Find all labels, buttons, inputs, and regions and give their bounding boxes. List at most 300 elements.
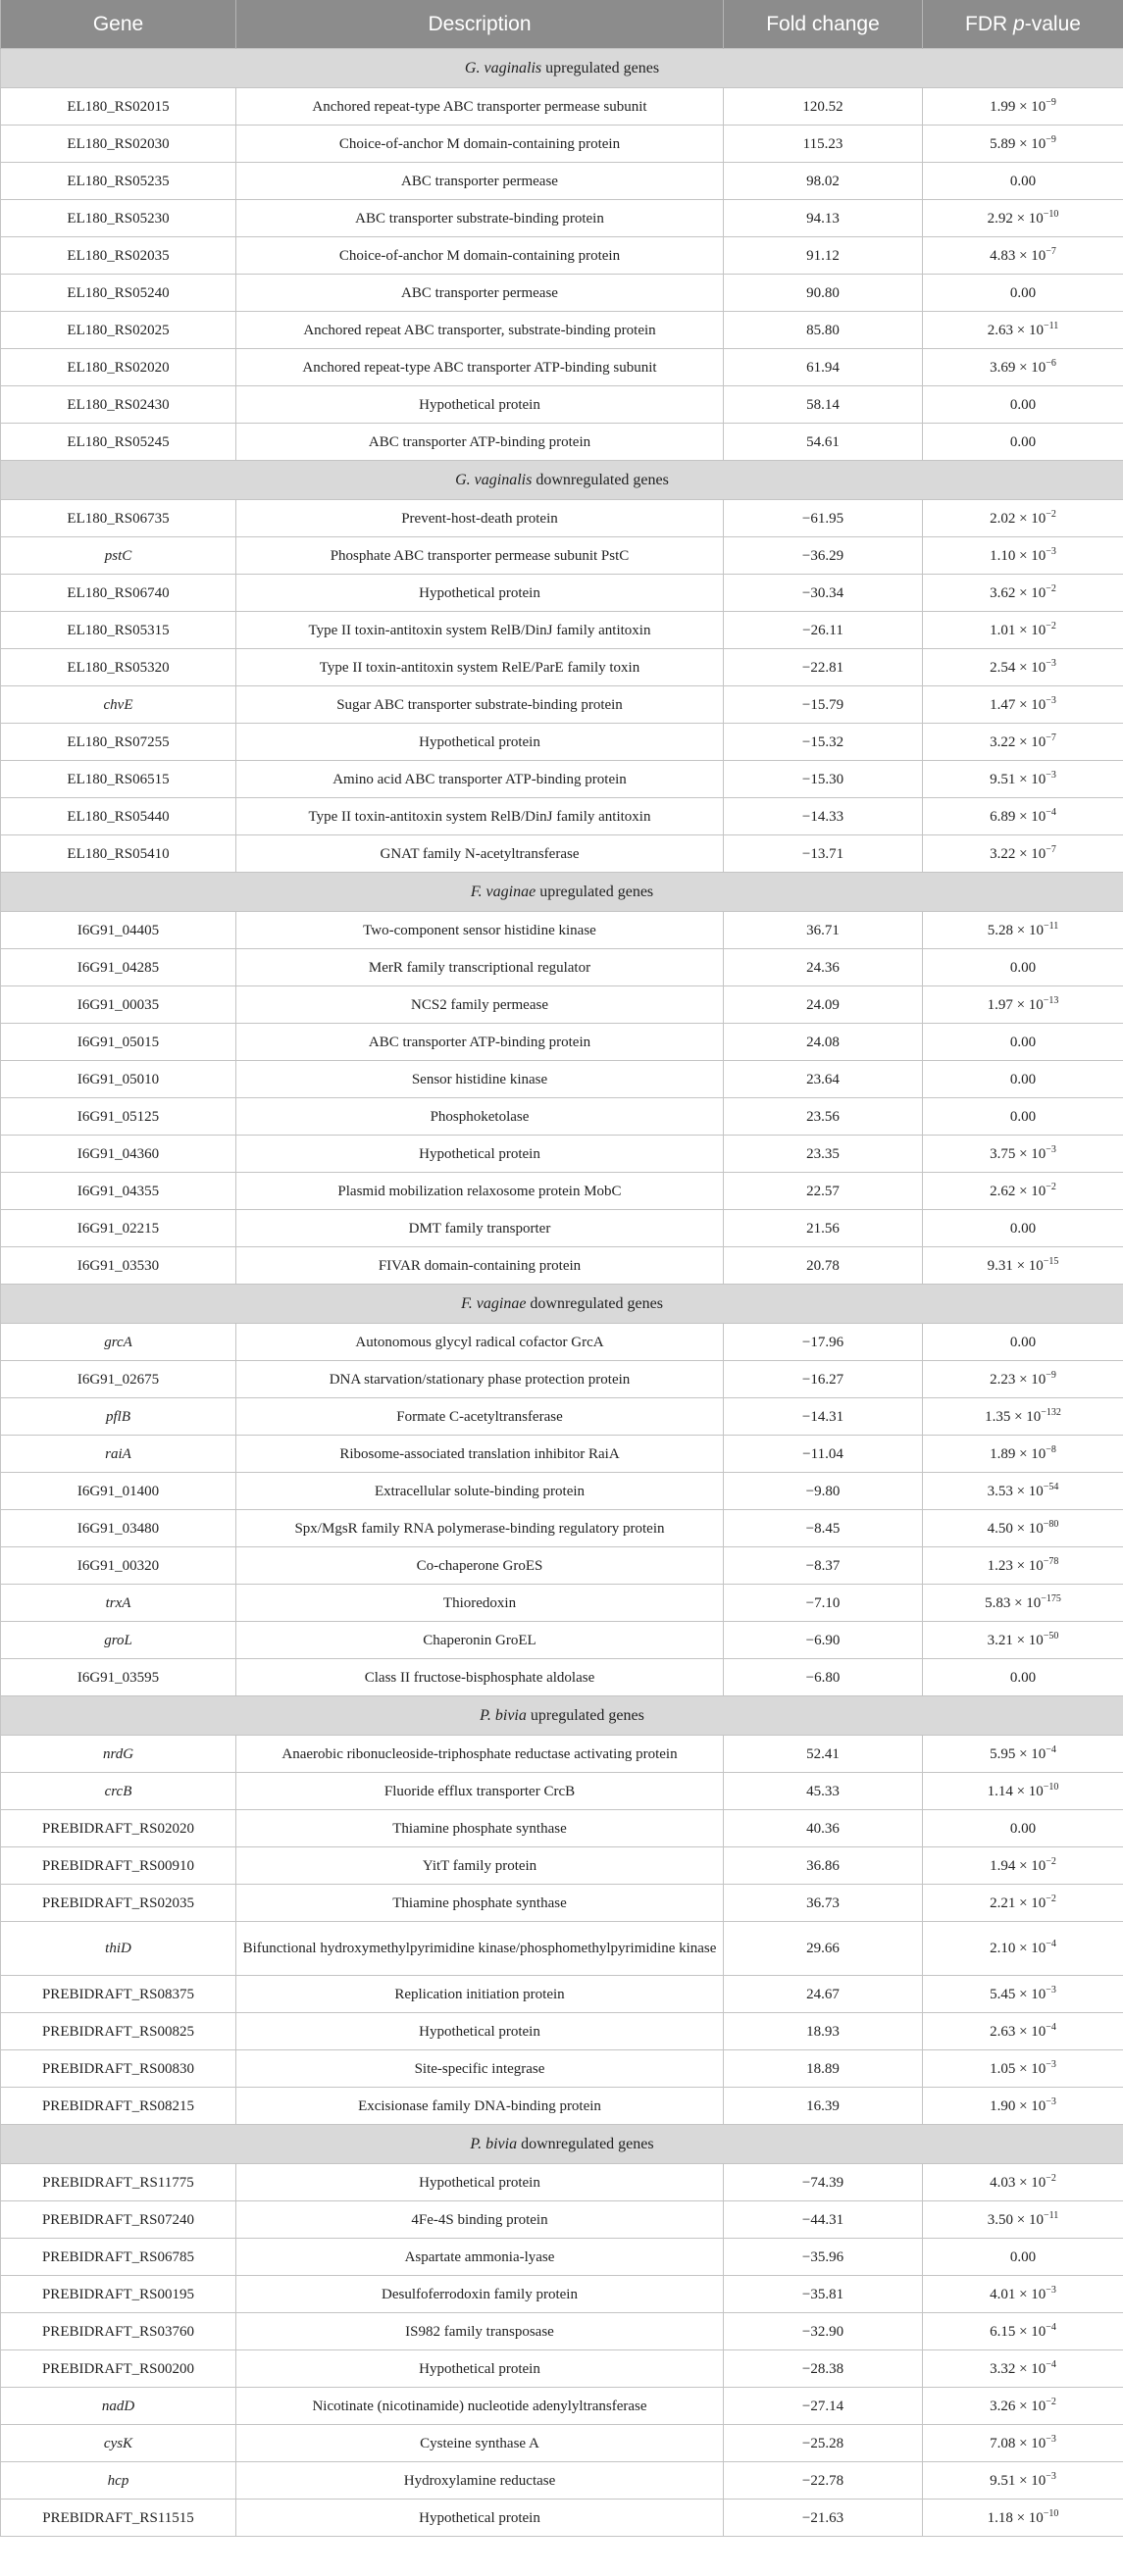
column-header-fold-change: Fold change (724, 0, 923, 49)
fdr-times-ten: × 10 (1015, 808, 1046, 825)
table-row (1, 1510, 1123, 1547)
fdr-exponent: −4 (1046, 1743, 1056, 1755)
fdr-cell: 0.00 (923, 275, 1123, 312)
gene-cell: I6G91_02675 (1, 1361, 236, 1398)
description-cell: Hypothetical protein (236, 2500, 724, 2537)
fdr-exponent: −54 (1043, 1481, 1059, 1492)
fdr-mantissa: 9.51 (990, 771, 1016, 787)
gene-cell: I6G91_03480 (1, 1510, 236, 1547)
fdr-mantissa: 1.47 (990, 696, 1016, 713)
fdr-cell (923, 912, 1123, 949)
fdr-exponent: −3 (1046, 694, 1056, 706)
gene-cell: PREBIDRAFT_RS08375 (1, 1976, 236, 2013)
fdr-times-ten: × 10 (1015, 1857, 1046, 1874)
table-row (1, 500, 1123, 537)
fdr-exponent: −3 (1046, 1143, 1056, 1155)
table-row (1, 2350, 1123, 2388)
fdr-mantissa: 3.75 (990, 1145, 1016, 1162)
table-row (1, 1247, 1123, 1285)
fdr-exponent: −78 (1043, 1555, 1059, 1567)
section-header-row (1, 1696, 1123, 1736)
gene-cell: grcA (1, 1324, 236, 1361)
fdr-times-ten: × 10 (1015, 2398, 1046, 2414)
fdr-header-p: p (1013, 12, 1025, 35)
fdr-exponent: −3 (1046, 2096, 1056, 2107)
description-cell: DMT family transporter (236, 1210, 724, 1247)
fdr-header-prefix: FDR (965, 12, 1014, 35)
fdr-exponent: −10 (1043, 208, 1059, 220)
fdr-mantissa: 3.21 (987, 1632, 1013, 1648)
fdr-cell (923, 2425, 1123, 2462)
fdr-exponent: −3 (1046, 769, 1056, 781)
fdr-times-ten: × 10 (1015, 2360, 1046, 2377)
fdr-exponent: −3 (1046, 545, 1056, 557)
fdr-cell (923, 1885, 1123, 1922)
fold-change-cell: −36.29 (724, 537, 923, 575)
gene-cell: raiA (1, 1436, 236, 1473)
fdr-cell (923, 1510, 1123, 1547)
fdr-cell: 0.00 (923, 1324, 1123, 1361)
fold-change-cell: −14.31 (724, 1398, 923, 1436)
gene-cell: PREBIDRAFT_RS08215 (1, 2088, 236, 2125)
table-row (1, 912, 1123, 949)
table-row (1, 2462, 1123, 2500)
table-row (1, 1173, 1123, 1210)
fdr-cell (923, 1773, 1123, 1810)
fdr-mantissa: 2.63 (987, 322, 1013, 338)
fold-change-cell: −25.28 (724, 2425, 923, 2462)
description-cell: DNA starvation/stationary phase protection protein (236, 1361, 724, 1398)
table-row (1, 1885, 1123, 1922)
description-cell: Hypothetical protein (236, 386, 724, 424)
fdr-mantissa: 3.22 (990, 845, 1016, 862)
fdr-mantissa: 2.62 (990, 1183, 1016, 1199)
fdr-times-ten: × 10 (1015, 2174, 1046, 2191)
gene-cell: EL180_RS06735 (1, 500, 236, 537)
fdr-times-ten: × 10 (1015, 247, 1046, 264)
table-row (1, 1847, 1123, 1885)
fold-change-cell: 18.89 (724, 2050, 923, 2088)
description-cell: Two-component sensor histidine kinase (236, 912, 724, 949)
fdr-times-ten: × 10 (1015, 2097, 1046, 2114)
fold-change-cell: 20.78 (724, 1247, 923, 1285)
description-cell: Ribosome-associated translation inhibitor RaiA (236, 1436, 724, 1473)
description-cell: Hypothetical protein (236, 575, 724, 612)
fdr-cell (923, 1398, 1123, 1436)
fdr-cell (923, 2013, 1123, 2050)
gene-cell: EL180_RS02035 (1, 237, 236, 275)
fdr-exponent: −3 (1046, 2284, 1056, 2296)
fdr-times-ten: × 10 (1012, 1483, 1044, 1499)
fold-change-cell: −8.37 (724, 1547, 923, 1585)
fold-change-cell: −17.96 (724, 1324, 923, 1361)
description-cell: Fluoride efflux transporter CrcB (236, 1773, 724, 1810)
table-row (1, 237, 1123, 275)
fdr-exponent: −11 (1043, 320, 1059, 331)
description-cell: Type II toxin-antitoxin system RelB/DinJ family antitoxin (236, 612, 724, 649)
fdr-mantissa: 1.14 (987, 1783, 1013, 1799)
gene-cell: EL180_RS05230 (1, 200, 236, 237)
table-row (1, 349, 1123, 386)
gene-cell: EL180_RS02030 (1, 126, 236, 163)
gene-cell: hcp (1, 2462, 236, 2500)
fdr-mantissa: 1.89 (990, 1445, 1016, 1462)
fdr-exponent: −3 (1046, 657, 1056, 669)
description-cell: Sensor histidine kinase (236, 1061, 724, 1098)
fdr-times-ten: × 10 (1015, 622, 1046, 638)
gene-cell: I6G91_04285 (1, 949, 236, 986)
section-title (1, 2125, 1123, 2164)
description-cell: Chaperonin GroEL (236, 1622, 724, 1659)
table-body (1, 49, 1123, 2537)
fdr-times-ten: × 10 (1012, 210, 1044, 227)
description-cell: Amino acid ABC transporter ATP-binding protein (236, 761, 724, 798)
table-row (1, 2201, 1123, 2239)
fdr-cell (923, 2350, 1123, 2388)
gene-cell: PREBIDRAFT_RS00200 (1, 2350, 236, 2388)
table-row (1, 200, 1123, 237)
fdr-exponent: −2 (1046, 1181, 1056, 1192)
description-cell: ABC transporter ATP-binding protein (236, 1024, 724, 1061)
description-cell: Site-specific integrase (236, 2050, 724, 2088)
fold-change-cell: 24.36 (724, 949, 923, 986)
section-organism: G. vaginalis (464, 59, 542, 76)
section-title (1, 49, 1123, 88)
fdr-exponent: −2 (1046, 582, 1056, 594)
table-row (1, 2276, 1123, 2313)
description-cell: YitT family protein (236, 1847, 724, 1885)
fdr-mantissa: 2.23 (990, 1371, 1016, 1388)
table-row (1, 2164, 1123, 2201)
fdr-mantissa: 6.89 (990, 808, 1016, 825)
fold-change-cell: −15.30 (724, 761, 923, 798)
fold-change-cell: 16.39 (724, 2088, 923, 2125)
fdr-cell: 0.00 (923, 163, 1123, 200)
table-row (1, 2388, 1123, 2425)
gene-cell: EL180_RS06515 (1, 761, 236, 798)
fdr-cell (923, 1473, 1123, 1510)
fdr-cell: 0.00 (923, 1061, 1123, 1098)
section-label: downregulated genes (526, 1294, 663, 1312)
fold-change-cell: 45.33 (724, 1773, 923, 1810)
gene-cell: I6G91_05010 (1, 1061, 236, 1098)
description-cell: Hypothetical protein (236, 2350, 724, 2388)
description-cell: Thiamine phosphate synthase (236, 1885, 724, 1922)
fdr-mantissa: 2.02 (990, 510, 1016, 527)
fdr-times-ten: × 10 (1015, 510, 1046, 527)
fdr-cell (923, 1436, 1123, 1473)
fold-change-cell: 58.14 (724, 386, 923, 424)
fdr-mantissa: 3.32 (990, 2360, 1016, 2377)
fdr-exponent: −3 (1046, 2433, 1056, 2445)
fdr-mantissa: 1.97 (987, 996, 1013, 1013)
fold-change-cell: 24.09 (724, 986, 923, 1024)
fdr-mantissa: 3.62 (990, 584, 1016, 601)
fdr-exponent: −15 (1043, 1255, 1059, 1267)
table-row (1, 1398, 1123, 1436)
gene-cell: EL180_RS05440 (1, 798, 236, 835)
table-row (1, 1810, 1123, 1847)
fdr-times-ten: × 10 (1015, 1894, 1046, 1911)
description-cell: Anchored repeat-type ABC transporter ATP-binding subunit (236, 349, 724, 386)
fdr-mantissa: 3.69 (990, 359, 1016, 376)
fdr-times-ten: × 10 (1015, 1941, 1046, 1956)
fdr-exponent: −3 (1046, 1984, 1056, 1995)
fdr-cell: 0.00 (923, 949, 1123, 986)
table-row (1, 1622, 1123, 1659)
description-cell: Class II fructose-bisphosphate aldolase (236, 1659, 724, 1696)
description-cell: Replication initiation protein (236, 1976, 724, 2013)
section-label: upregulated genes (536, 883, 654, 900)
fdr-times-ten: × 10 (1015, 1183, 1046, 1199)
table-row (1, 2500, 1123, 2537)
fdr-header-suffix: -value (1024, 12, 1081, 35)
fdr-times-ten: × 10 (1015, 359, 1046, 376)
fdr-mantissa: 4.03 (990, 2174, 1016, 2191)
fdr-times-ten: × 10 (1015, 659, 1046, 676)
fdr-times-ten: × 10 (1012, 1783, 1044, 1799)
gene-cell: PREBIDRAFT_RS11775 (1, 2164, 236, 2201)
fdr-mantissa: 7.08 (990, 2435, 1016, 2451)
fdr-mantissa: 1.35 (985, 1408, 1011, 1425)
description-cell: Autonomous glycyl radical cofactor GrcA (236, 1324, 724, 1361)
fold-change-cell: −7.10 (724, 1585, 923, 1622)
fdr-times-ten: × 10 (1015, 1145, 1046, 1162)
fdr-cell (923, 2313, 1123, 2350)
fold-change-cell: 22.57 (724, 1173, 923, 1210)
fold-change-cell: 52.41 (724, 1736, 923, 1773)
table-row (1, 1436, 1123, 1473)
gene-cell: EL180_RS02025 (1, 312, 236, 349)
fold-change-cell: −15.32 (724, 724, 923, 761)
fdr-exponent: −4 (1046, 806, 1056, 818)
fold-change-cell: 23.64 (724, 1061, 923, 1098)
fdr-cell (923, 500, 1123, 537)
fdr-mantissa: 1.10 (990, 547, 1016, 564)
fold-change-cell: −74.39 (724, 2164, 923, 2201)
fdr-exponent: −50 (1043, 1630, 1059, 1642)
fdr-cell: 0.00 (923, 1024, 1123, 1061)
fdr-mantissa: 1.23 (987, 1557, 1013, 1574)
fdr-mantissa: 4.83 (990, 247, 1016, 264)
fdr-mantissa: 1.99 (990, 98, 1016, 115)
column-header-gene: Gene (1, 0, 236, 49)
gene-cell: I6G91_03530 (1, 1247, 236, 1285)
section-title (1, 873, 1123, 912)
fold-change-cell: 90.80 (724, 275, 923, 312)
fold-change-cell: −6.80 (724, 1659, 923, 1696)
description-cell: Excisionase family DNA-binding protein (236, 2088, 724, 2125)
table-row (1, 2050, 1123, 2088)
gene-cell: trxA (1, 1585, 236, 1622)
description-cell: Hydroxylamine reductase (236, 2462, 724, 2500)
fold-change-cell: 23.56 (724, 1098, 923, 1136)
fdr-cell (923, 575, 1123, 612)
table-row (1, 2313, 1123, 2350)
section-organism: P. bivia (470, 2135, 518, 2152)
fdr-cell (923, 2462, 1123, 2500)
fdr-mantissa: 3.50 (987, 2211, 1013, 2228)
fdr-times-ten: × 10 (1015, 2472, 1046, 2489)
gene-cell: EL180_RS02430 (1, 386, 236, 424)
fdr-exponent: −4 (1046, 1939, 1056, 1949)
gene-cell: PREBIDRAFT_RS02035 (1, 1885, 236, 1922)
fold-change-cell: 36.86 (724, 1847, 923, 1885)
description-cell: Phosphate ABC transporter permease subunit PstC (236, 537, 724, 575)
fdr-cell (923, 1361, 1123, 1398)
fdr-exponent: −9 (1046, 96, 1056, 108)
section-organism: P. bivia (480, 1706, 527, 1724)
fold-change-cell: 40.36 (724, 1810, 923, 1847)
section-title (1, 461, 1123, 500)
fdr-mantissa: 4.50 (987, 1520, 1013, 1537)
table-row (1, 1324, 1123, 1361)
section-organism: G. vaginalis (455, 471, 533, 488)
description-cell: Extracellular solute-binding protein (236, 1473, 724, 1510)
table-row (1, 1098, 1123, 1136)
fdr-exponent: −13 (1043, 994, 1059, 1006)
gene-cell: groL (1, 1622, 236, 1659)
fdr-exponent: −10 (1043, 2507, 1059, 2519)
fdr-times-ten: × 10 (1015, 733, 1046, 750)
fold-change-cell: 29.66 (724, 1922, 923, 1976)
fdr-cell (923, 2164, 1123, 2201)
gene-cell: EL180_RS05320 (1, 649, 236, 686)
section-organism: F. vaginae (461, 1294, 527, 1312)
fdr-times-ten: × 10 (1015, 584, 1046, 601)
fdr-times-ten: × 10 (1015, 1371, 1046, 1388)
fdr-cell (923, 2388, 1123, 2425)
gene-cell: nrdG (1, 1736, 236, 1773)
fdr-cell: 0.00 (923, 1810, 1123, 1847)
fold-change-cell: 23.35 (724, 1136, 923, 1173)
fdr-exponent: −2 (1046, 2396, 1056, 2407)
fdr-exponent: −8 (1046, 1443, 1056, 1455)
fdr-mantissa: 1.01 (990, 622, 1016, 638)
fold-change-cell: 61.94 (724, 349, 923, 386)
fold-change-cell: 36.73 (724, 1885, 923, 1922)
fdr-times-ten: × 10 (1013, 322, 1044, 338)
fdr-cell (923, 1847, 1123, 1885)
description-cell: GNAT family N-acetyltransferase (236, 835, 724, 873)
fold-change-cell: −14.33 (724, 798, 923, 835)
fdr-times-ten: × 10 (1015, 771, 1046, 787)
fdr-mantissa: 5.45 (990, 1986, 1016, 2002)
fdr-cell (923, 2050, 1123, 2088)
gene-cell: I6G91_04360 (1, 1136, 236, 1173)
fdr-cell: 0.00 (923, 2239, 1123, 2276)
fdr-cell (923, 649, 1123, 686)
description-cell: 4Fe-4S binding protein (236, 2201, 724, 2239)
description-cell: Bifunctional hydroxymethylpyrimidine kinase/phosphomethylpyrimidine kinase (236, 1922, 724, 1976)
fdr-mantissa: 5.89 (990, 135, 1016, 152)
description-cell: Type II toxin-antitoxin system RelE/ParE family toxin (236, 649, 724, 686)
fdr-exponent: −175 (1041, 1592, 1061, 1604)
table-row (1, 88, 1123, 126)
fdr-times-ten: × 10 (1015, 2060, 1046, 2077)
fold-change-cell: 115.23 (724, 126, 923, 163)
gene-cell: EL180_RS02015 (1, 88, 236, 126)
table-row (1, 1736, 1123, 1773)
fold-change-cell: 120.52 (724, 88, 923, 126)
section-header-row (1, 461, 1123, 500)
fdr-exponent: −11 (1043, 920, 1059, 932)
gene-cell: I6G91_01400 (1, 1473, 236, 1510)
fdr-cell: 0.00 (923, 386, 1123, 424)
fdr-mantissa: 2.10 (990, 1941, 1016, 1956)
gene-cell: PREBIDRAFT_RS00195 (1, 2276, 236, 2313)
fold-change-cell: −32.90 (724, 2313, 923, 2350)
fdr-cell (923, 312, 1123, 349)
table-row (1, 798, 1123, 835)
fold-change-cell: 21.56 (724, 1210, 923, 1247)
fold-change-cell: 85.80 (724, 312, 923, 349)
column-header-description: Description (236, 0, 724, 49)
fdr-mantissa: 9.51 (990, 2472, 1016, 2489)
description-cell: Plasmid mobilization relaxosome protein MobC (236, 1173, 724, 1210)
fdr-cell (923, 1736, 1123, 1773)
fold-change-cell: −28.38 (724, 2350, 923, 2388)
fdr-exponent: −4 (1046, 2358, 1056, 2370)
table-row (1, 1976, 1123, 2013)
fold-change-cell: −61.95 (724, 500, 923, 537)
fdr-cell (923, 1976, 1123, 2013)
section-label: downregulated genes (517, 2135, 654, 2152)
gene-cell: I6G91_05125 (1, 1098, 236, 1136)
fdr-cell: 0.00 (923, 1098, 1123, 1136)
table-row (1, 1136, 1123, 1173)
fold-change-cell: −44.31 (724, 2201, 923, 2239)
description-cell: ABC transporter permease (236, 275, 724, 312)
fdr-cell (923, 88, 1123, 126)
description-cell: Choice-of-anchor M domain-containing protein (236, 126, 724, 163)
gene-cell: EL180_RS05245 (1, 424, 236, 461)
description-cell: Desulfoferrodoxin family protein (236, 2276, 724, 2313)
description-cell: MerR family transcriptional regulator (236, 949, 724, 986)
fold-change-cell: −9.80 (724, 1473, 923, 1510)
fdr-cell (923, 835, 1123, 873)
section-label: downregulated genes (532, 471, 669, 488)
fdr-mantissa: 4.01 (990, 2286, 1016, 2302)
fold-change-cell: −15.79 (724, 686, 923, 724)
description-cell: FIVAR domain-containing protein (236, 1247, 724, 1285)
fdr-cell (923, 686, 1123, 724)
section-header-row (1, 2125, 1123, 2164)
fdr-mantissa: 3.22 (990, 733, 1016, 750)
fdr-cell (923, 237, 1123, 275)
description-cell: ABC transporter permease (236, 163, 724, 200)
table-row (1, 1585, 1123, 1622)
fold-change-cell: 91.12 (724, 237, 923, 275)
table-row (1, 612, 1123, 649)
fdr-cell (923, 761, 1123, 798)
fdr-cell: 0.00 (923, 1659, 1123, 1696)
fdr-cell (923, 1173, 1123, 1210)
gene-cell: pflB (1, 1398, 236, 1436)
fdr-mantissa: 2.21 (990, 1894, 1016, 1911)
table-row (1, 424, 1123, 461)
fdr-exponent: −2 (1046, 2172, 1056, 2184)
fdr-times-ten: × 10 (1012, 1557, 1044, 1574)
fdr-exponent: −132 (1041, 1406, 1061, 1418)
gene-cell: I6G91_05015 (1, 1024, 236, 1061)
fdr-cell (923, 724, 1123, 761)
description-cell: ABC transporter ATP-binding protein (236, 424, 724, 461)
fdr-exponent: −80 (1043, 1518, 1059, 1530)
table-row (1, 2425, 1123, 2462)
table-row (1, 537, 1123, 575)
fdr-times-ten: × 10 (1013, 2211, 1044, 2228)
